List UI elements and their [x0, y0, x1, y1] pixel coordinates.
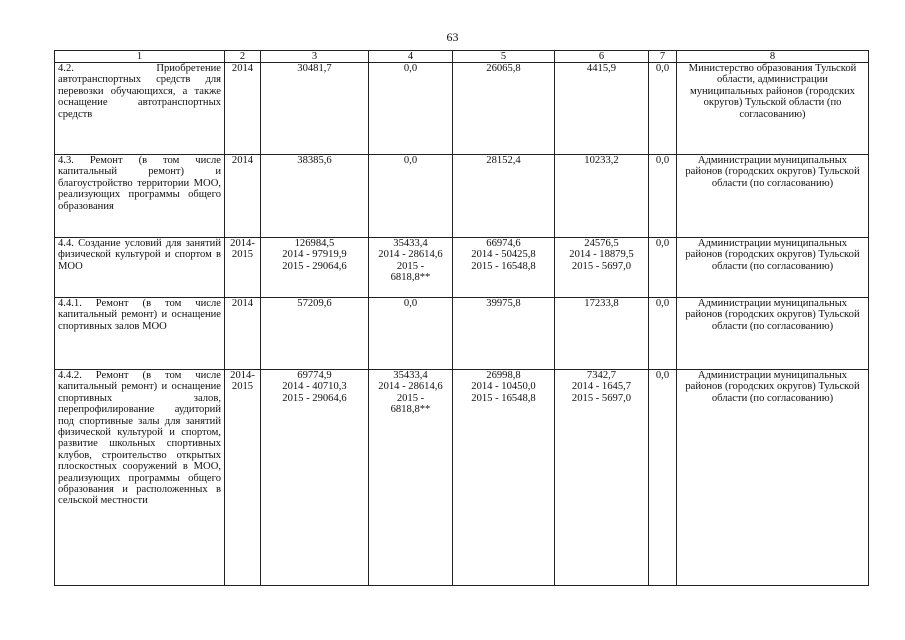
value-line: 0,0 [403, 63, 418, 74]
value-line: 2014 - 40710,3 [282, 381, 347, 393]
value-line: 10233,2 [584, 155, 619, 166]
value-line: 2014 - 1645,7 [571, 381, 632, 393]
value-line: 2014 - 97919,9 [282, 249, 347, 261]
value-line: 0,0 [403, 155, 418, 166]
value-line: 2015 - 29064,6 [282, 260, 347, 272]
header-col-6: 6 [555, 51, 649, 63]
total-cell [261, 238, 369, 298]
regional-cell [453, 370, 555, 586]
header-col-5: 5 [453, 51, 555, 63]
value-line: 7342,7 [586, 370, 617, 381]
federal-cell [369, 298, 453, 370]
value-line: 2014 - 28614,6 [378, 381, 443, 393]
measure-name: 4.4.2. Ремонт (в том числе капитальный ремонт) и оснащение спортивных залов, перепрофилирование аудиторий под спортивные залы для занятий физической культурой и спортом, развитие школьных спортивных клубов, строительство открытых плоскостных сооружений в МОО, реализующих программы общего образования и расположенных в сельской местности [55, 370, 225, 586]
value-line: 57209,6 [297, 298, 332, 309]
measure-name: 4.4. Создание условий для занятий физической культурой и спортом в МОО [55, 238, 225, 298]
header-col-8: 8 [677, 51, 869, 63]
total-cell [261, 155, 369, 238]
page-number: 63 [446, 30, 459, 44]
municipal-cell [555, 370, 649, 586]
total-cell [261, 298, 369, 370]
year-cell: 2014 [225, 298, 261, 370]
extrabudget-cell: 0,0 [649, 238, 677, 298]
regional-cell [453, 63, 555, 155]
value-line: 126984,5 [294, 238, 335, 249]
header-col-2: 2 [225, 51, 261, 63]
total-cell [261, 63, 369, 155]
municipal-cell [555, 238, 649, 298]
table-row [55, 370, 869, 586]
municipal-cell [555, 155, 649, 238]
value-line: 24576,5 [584, 238, 619, 249]
federal-cell [369, 63, 453, 155]
value-line: 26998,8 [486, 370, 521, 381]
value-line: 69774,9 [297, 370, 332, 381]
regional-cell [453, 298, 555, 370]
header-col-3: 3 [261, 51, 369, 63]
header-col-1: 1 [55, 51, 225, 63]
table-row [55, 63, 869, 155]
executor-cell: Администрации муниципальных районов (городских округов) Тульской области (по согласованию) [677, 238, 869, 298]
program-measures-table [54, 50, 869, 586]
federal-cell [369, 370, 453, 586]
value-line: 39975,8 [486, 298, 521, 309]
value-line: 66974,6 [486, 238, 521, 249]
value-line: 2015 - 5697,0 [571, 392, 632, 404]
total-cell [261, 370, 369, 586]
value-line: 6818,8** [390, 404, 431, 416]
value-line: 2015 - 5697,0 [571, 260, 632, 272]
header-col-7: 7 [649, 51, 677, 63]
value-line: 35433,4 [393, 238, 428, 249]
municipal-cell [555, 298, 649, 370]
extrabudget-cell: 0,0 [649, 63, 677, 155]
value-line: 2015 - [396, 392, 425, 404]
measure-name: 4.2. Приобретение автотранспортных средств для перевозки обучающихся, а также оснащение автотранспортных средств [55, 63, 225, 155]
value-line: 2014 - 10450,0 [471, 381, 536, 393]
extrabudget-cell: 0,0 [649, 370, 677, 586]
value-line: 2014 - 50425,8 [471, 249, 536, 261]
header-row [55, 51, 869, 63]
executor-cell: Администрации муниципальных районов (городских округов) Тульской области (по согласованию) [677, 155, 869, 238]
value-line: 35433,4 [393, 370, 428, 381]
executor-cell: Администрации муниципальных районов (городских округов) Тульской области (по согласованию) [677, 370, 869, 586]
table-row [55, 298, 869, 370]
measure-name: 4.4.1. Ремонт (в том числе капитальный ремонт) и оснащение спортивных залов МОО [55, 298, 225, 370]
value-line: 0,0 [403, 298, 418, 309]
year-cell: 2014 [225, 63, 261, 155]
year-cell: 2014-2015 [225, 238, 261, 298]
value-line: 2015 - 16548,8 [471, 260, 536, 272]
value-line: 2015 - 29064,6 [282, 392, 347, 404]
measure-name: 4.3. Ремонт (в том числе капитальный ремонт) и благоустройство территории МОО, реализующих программы общего образования [55, 155, 225, 238]
federal-cell [369, 238, 453, 298]
table-row [55, 155, 869, 238]
header-col-4: 4 [369, 51, 453, 63]
value-line: 38385,6 [297, 155, 332, 166]
value-line: 6818,8** [390, 272, 431, 284]
municipal-cell [555, 63, 649, 155]
federal-cell [369, 155, 453, 238]
extrabudget-cell: 0,0 [649, 298, 677, 370]
regional-cell [453, 155, 555, 238]
value-line: 26065,8 [486, 63, 521, 74]
year-cell: 2014-2015 [225, 370, 261, 586]
value-line: 28152,4 [486, 155, 521, 166]
value-line: 2014 - 28614,6 [378, 249, 443, 261]
executor-cell: Министерство образования Тульской области, администрации муниципальных районов (городских округов) Тульской области (по согласованию) [677, 63, 869, 155]
value-line: 17233,8 [584, 298, 619, 309]
table-row [55, 238, 869, 298]
value-line: 2014 - 18879,5 [569, 249, 634, 261]
value-line: 2015 - [396, 260, 425, 272]
value-line: 4415,9 [586, 63, 617, 74]
extrabudget-cell: 0,0 [649, 155, 677, 238]
value-line: 2015 - 16548,8 [471, 392, 536, 404]
regional-cell [453, 238, 555, 298]
value-line: 30481,7 [297, 63, 332, 74]
year-cell: 2014 [225, 155, 261, 238]
executor-cell: Администрации муниципальных районов (городских округов) Тульской области (по согласованию) [677, 298, 869, 370]
